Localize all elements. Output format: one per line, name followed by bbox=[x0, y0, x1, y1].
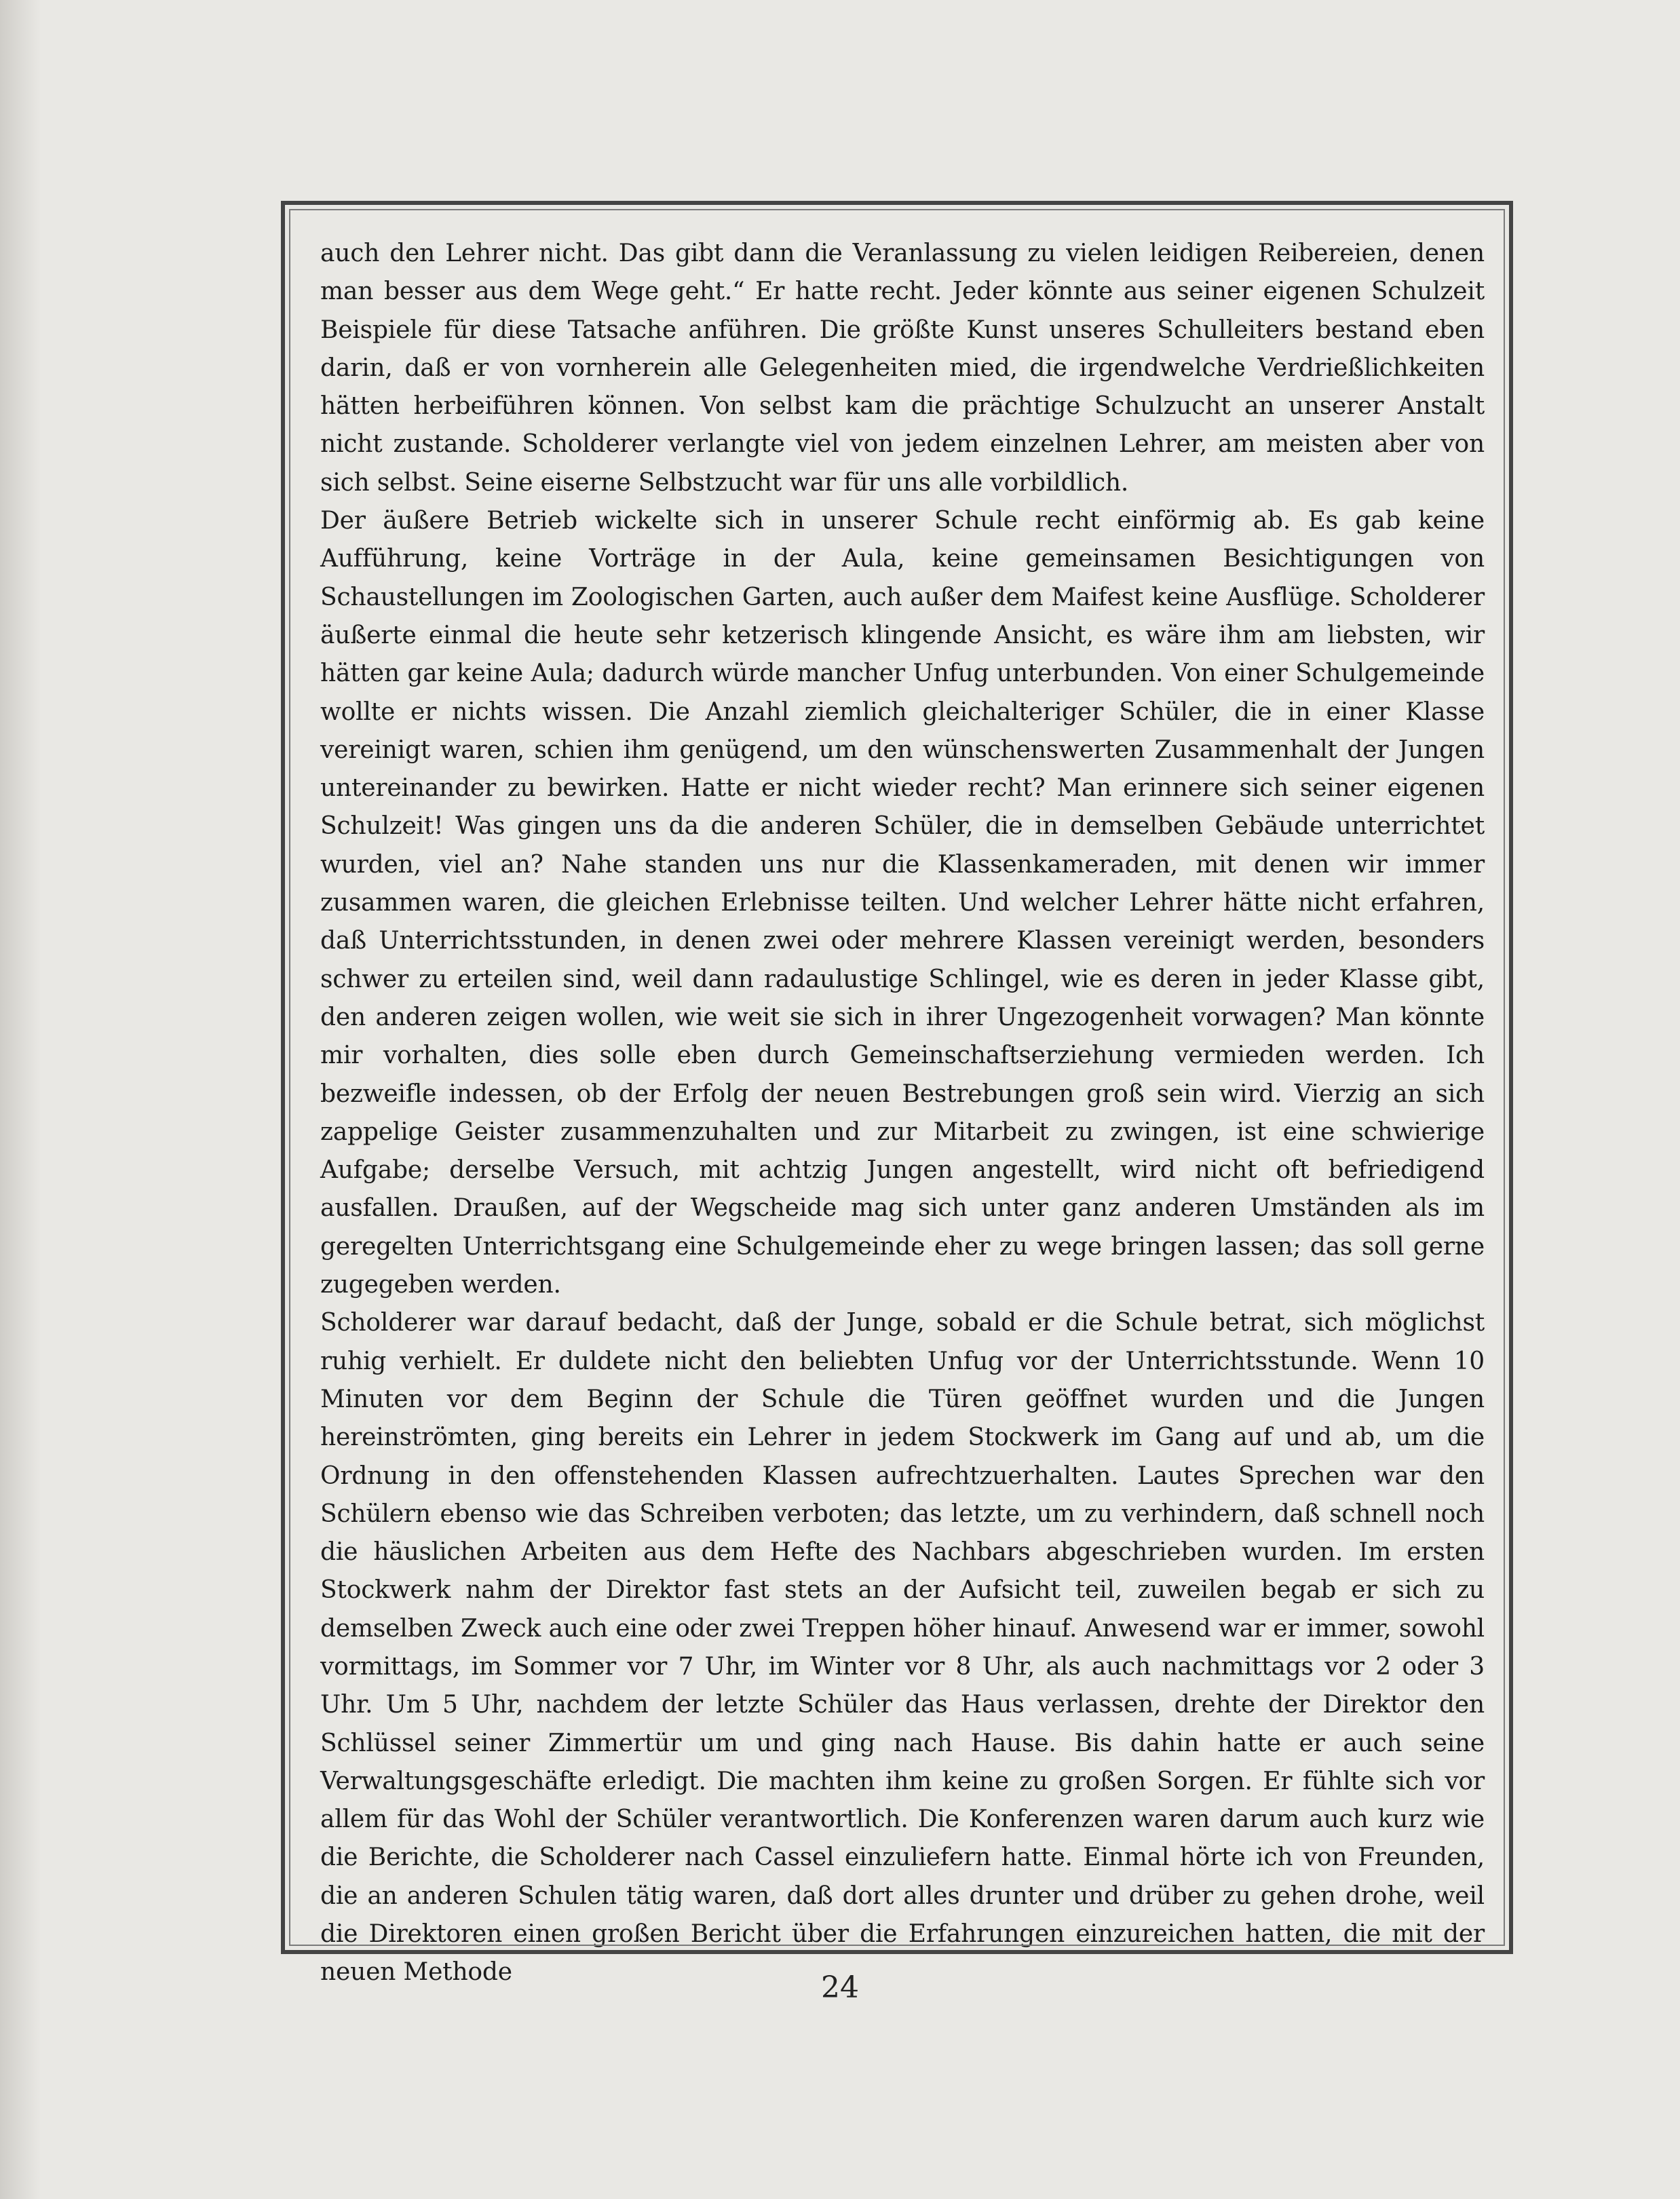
paragraph-1: auch den Lehrer nicht. Das gibt dann die Veranlassung zu vielen leidigen Reibereien, denen man besser aus dem Wege geht.“ Er hatte recht. Jeder könnte aus seiner eigenen Schulzeit Beispiele für diese Tatsache anführen. Die größte Kunst unseres Schulleiters bestand eben darin, daß er von vornherein alle Gelegenheiten mied, die irgendwelche Verdrießlichkeiten hätten herbeiführen können. Von selbst kam die prächtige Schulzucht an unserer Anstalt nicht zustande. Scholderer verlangte viel von jedem einzelnen Lehrer, am meisten aber von sich selbst. Seine eiserne Selbstzucht war für uns alle vorbildlich. bbox=[320, 240, 1485, 497]
page-number: 24 bbox=[821, 1970, 859, 2005]
text-frame bbox=[281, 201, 1513, 1987]
paragraph-2: Der äußere Betrieb wickelte sich in unserer Schule recht einförmig ab. Es gab keine Aufführung, keine Vorträge in der Aula, keine gemeinsamen Besichtigungen von Schaustellungen im Zoologischen Garten, auch außer dem Maifest keine Ausflüge. Scholderer äußerte einmal die heute sehr ketzerisch klingende Ansicht, es wäre ihm am liebsten, wir hätten gar keine Aula; dadurch würde mancher Unfug unterbunden. Von einer Schulgemeinde wollte er nichts wissen. Die Anzahl ziemlich gleichalteriger Schüler, die in einer Klasse vereinigt waren, schien ihm genügend, um den wünschenswerten Zusammenhalt der Jungen untereinander zu bewirken. Hatte er nicht wieder recht? Man erinnere sich seiner eigenen Schulzeit! Was gingen uns da die anderen Schüler, die in demselben Gebäude unterrichtet wurden, viel an? Nahe standen uns nur die Klassenkameraden, mit denen wir immer zusammen waren, die gleichen Erlebnisse teilten. Und welcher Lehrer hätte nicht erfahren, daß Unterrichtsstunden, in denen zwei oder mehrere Klassen vereinigt werden, besonders schwer zu erteilen sind, weil dann radaulustige Schlingel, wie es deren in jeder Klasse gibt, den anderen zeigen wollen, wie weit sie sich in ihrer Ungezogenheit vorwagen? Man könnte mir vorhalten, dies solle eben durch Gemeinschaftserziehung vermieden werden. Ich bezweifle indessen, ob der Erfolg der neuen Bestrebungen groß sein wird. Vierzig an sich zappelige Geister zusammenzuhalten und zur Mitarbeit zu zwingen, ist eine schwierige Aufgabe; derselbe Versuch, mit achtzig Jungen angestellt, wird nicht oft befriedigend ausfallen. Draußen, auf der Wegscheide mag sich unter ganz anderen Umständen als im geregelten Unterrichtsgang eine Schulgemeinde eher zu wege bringen lassen; das soll gerne zugegeben werden. bbox=[320, 507, 1485, 1299]
book-gutter-shadow bbox=[0, 0, 41, 2199]
paragraph-3: Scholderer war darauf bedacht, daß der Junge, sobald er die Schule betrat, sich möglichst ruhig verhielt. Er duldete nicht den beliebten Unfug vor der Unterrichtsstunde. Wenn 10 Minuten vor dem Beginn der Schule die Türen geöffnet wurden und die Jungen hereinströmten, ging bereits ein Lehrer in jedem Stockwerk im Gang auf und ab, um die Ordnung in den offenstehenden Klassen aufrechtzuerhalten. Lautes Sprechen war den Schülern ebenso wie das Schreiben verboten; das letzte, um zu verhindern, daß schnell noch die häuslichen Arbeiten aus dem Hefte des Nachbars abgeschrieben wurden. Im ersten Stockwerk nahm der Direktor fast stets an der Aufsicht teil, zuweilen begab er sich zu demselben Zweck auch eine oder zwei Treppen höher hinauf. Anwesend war er immer, sowohl vormittags, im Sommer vor 7 Uhr, im Winter vor 8 Uhr, als auch nachmittags vor 2 oder 3 Uhr. Um 5 Uhr, nachdem der letzte Schüler das Haus verlassen, drehte der Direktor den Schlüssel seiner Zimmertür um und ging nach Hause. Bis dahin hatte er auch seine Verwaltungsgeschäfte erledigt. Die machten ihm keine zu großen Sorgen. Er fühlte sich vor allem für das Wohl der Schüler verantwortlich. Die Konferenzen waren darum auch kurz wie die Berichte, die Scholderer nach Cassel einzuliefern hatte. Einmal hörte ich von Freunden, die an anderen Schulen tätig waren, daß dort alles drunter und drüber zu gehen drohe, weil die Direktoren einen großen Bericht über die Erfahrungen einzureichen hatten, die mit der neuen Methode bbox=[320, 1309, 1485, 1987]
